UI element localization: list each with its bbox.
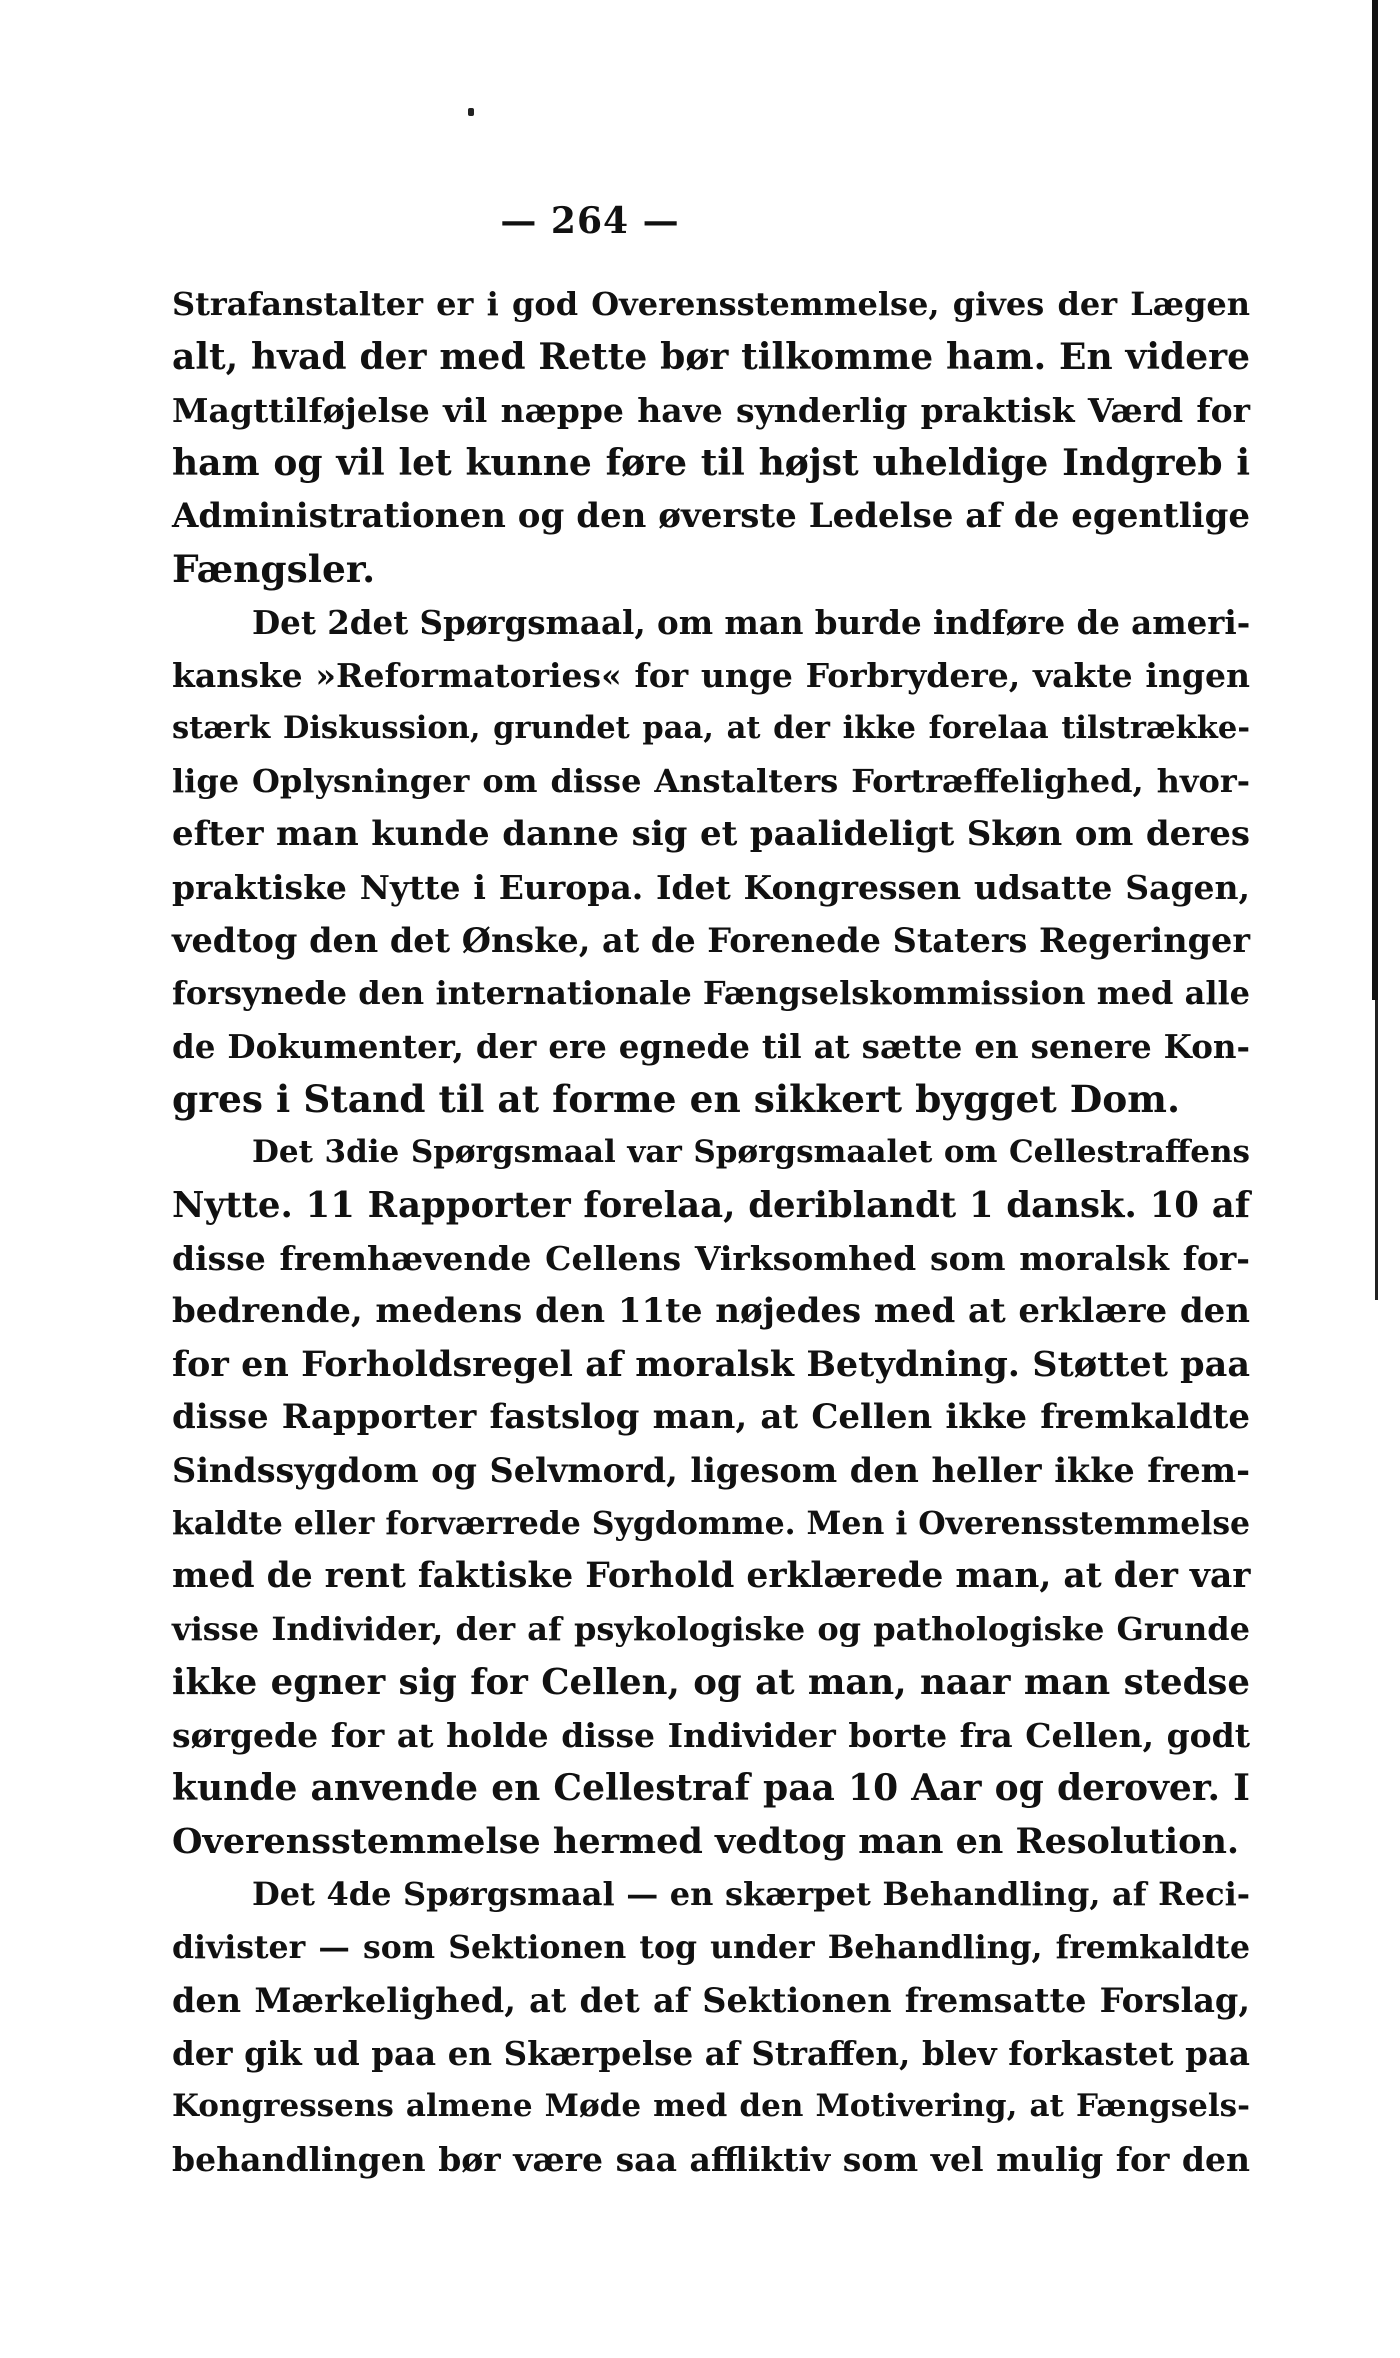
text-line: Overensstemmelse hermed vedtog man en Resolution. <box>172 1821 1240 1862</box>
text-line: Nytte. 11 Rapporter forelaa, deriblandt 1 dansk. 10 af <box>172 1185 1250 1226</box>
text-line: kanske »Reformatories« for unge Forbrydere, vakte ingen <box>172 656 1250 695</box>
text-line: med de rent faktiske Forhold erklærede man, at der var <box>172 1556 1251 1596</box>
page-edge-shadow-lower <box>1375 1000 1378 1300</box>
text-line: sørgede for at holde disse Individer borte fra Cellen, godt <box>172 1716 1250 1755</box>
text-line: Det 3die Spørgsmaal var Spørgsmaalet om Cellestraffens <box>252 1134 1250 1170</box>
text-line: kaldte eller forværrede Sygdomme. Men i Overensstemmelse <box>172 1505 1251 1542</box>
text-line: ikke egner sig for Cellen, og at man, naar man stedse <box>172 1662 1250 1703</box>
body-text <box>172 278 1250 2186</box>
text-line: forsynede den internationale Fængselskommission med alle <box>172 974 1250 1012</box>
text-line: der gik ud paa en Skærpelse af Straffen, blev forkastet paa <box>172 2034 1250 2073</box>
text-line: stærk Diskussion, grundet paa, at der ikke forelaa tilstrække- <box>172 710 1250 746</box>
text-line: ham og vil let kunne føre til højst uheldige Indgreb i <box>172 442 1250 484</box>
text-line: Fængsler. <box>172 547 376 591</box>
page-number: — 264 — <box>500 200 680 242</box>
text-line: efter man kunde danne sig et paalideligt Skøn om deres <box>172 814 1250 854</box>
text-line: Sindssygdom og Selvmord, ligesom den heller ikke frem- <box>172 1451 1250 1490</box>
text-line: praktiske Nytte i Europa. Idet Kongressen udsatte Sagen, <box>172 868 1250 907</box>
page-edge-shadow <box>1372 0 1378 1000</box>
text-line: Det 4de Spørgsmaal — en skærpet Behandling, af Reci- <box>252 1875 1250 1913</box>
text-line: Det 2det Spørgsmaal, om man burde indføre de ameri- <box>252 603 1251 642</box>
text-line: divister — som Sektionen tog under Behandling, fremkaldte <box>172 1929 1250 1966</box>
text-line: Kongressens almene Møde med den Motivering, at Fængsels- <box>172 2088 1250 2124</box>
text-line: Strafanstalter er i god Overensstemmelse, gives der Lægen <box>172 285 1250 323</box>
text-line: for en Forholdsregel af moralsk Betydning. Støttet paa <box>172 1344 1250 1385</box>
text-line: visse Individer, der af psykologiske og pathologiske Grunde <box>172 1610 1250 1648</box>
text-line: alt, hvad der med Rette bør tilkomme ham. En videre <box>172 336 1250 378</box>
text-line: kunde anvende en Cellestraf paa 10 Aar og derover. I <box>172 1767 1250 1809</box>
text-line: gres i Stand til at forme en sikkert bygget Dom. <box>172 1077 1181 1121</box>
text-line: disse fremhævende Cellens Virksomhed som moralsk for- <box>172 1239 1250 1278</box>
print-speck <box>468 108 474 116</box>
text-line: vedtog den det Ønske, at de Forenede Staters Regeringer <box>172 921 1250 960</box>
text-line: Magttilføjelse vil næppe have synderlig praktisk Værd for <box>172 391 1250 430</box>
text-line: Administrationen og den øverste Ledelse af de egentlige <box>172 496 1250 536</box>
text-line: bedrende, medens den 11te nøjedes med at erklære den <box>172 1291 1250 1331</box>
text-line: de Dokumenter, der ere egnede til at sætte en senere Kon- <box>172 1027 1250 1066</box>
text-line: lige Oplysninger om disse Anstalters Fortræffelighed, hvor- <box>172 762 1250 800</box>
text-line: den Mærkelighed, at det af Sektionen fremsatte Forslag, <box>172 1981 1250 2020</box>
text-line: behandlingen bør være saa affliktiv som vel mulig for den <box>172 2140 1250 2179</box>
text-line: disse Rapporter fastslog man, at Cellen ikke fremkaldte <box>172 1397 1250 1437</box>
